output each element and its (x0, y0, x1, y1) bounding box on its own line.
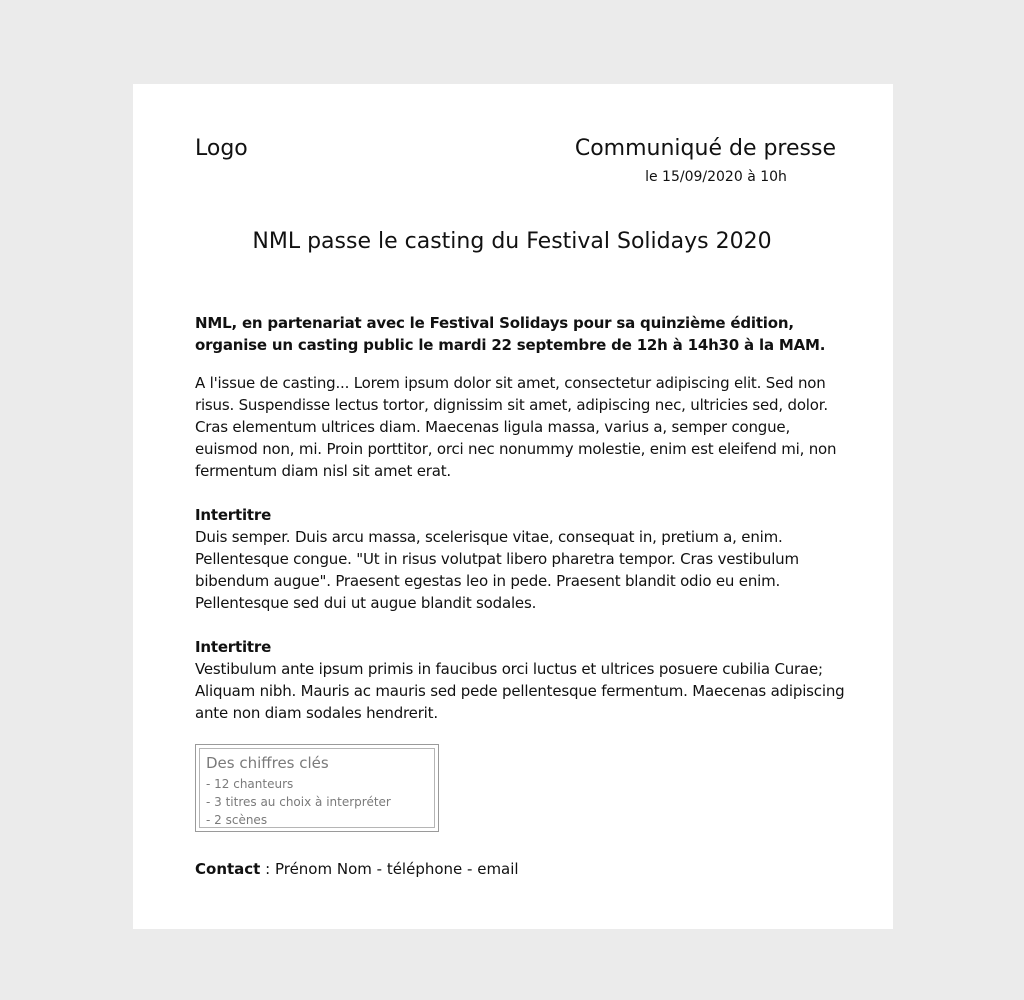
body-paragraph (195, 504, 845, 614)
headline: NML passe le casting du Festival Solidays 2020 (252, 229, 772, 254)
logo-placeholder: Logo (195, 136, 248, 161)
key-figures-box (195, 744, 439, 832)
key-figure-item: - 3 titres au choix à interpréter (206, 795, 391, 809)
paragraph-text: Vestibulum ante ipsum primis in faucibus orci luctus et ultrices posuere cubilia Curae; Aliquam nibh. Mauris ac mauris sed pede pellentesque fermentum. Maecenas adipiscing ante non diam sodales hendrerit. (195, 660, 845, 722)
body-paragraph (195, 636, 845, 724)
contact-line (195, 858, 845, 880)
section-subtitle: Intertitre (195, 638, 272, 656)
contact-separator: : (260, 860, 275, 878)
press-release-date: le 15/09/2020 à 10h (645, 169, 787, 185)
key-figure-item: - 12 chanteurs (206, 777, 294, 791)
press-release-title: Communiqué de presse (574, 136, 836, 161)
key-figure-item: - 2 scènes (206, 813, 268, 827)
press-release-page (133, 84, 893, 929)
body-paragraph (195, 372, 845, 482)
press-header (536, 134, 836, 188)
contact-label: Contact (195, 860, 261, 878)
lead-paragraph: NML, en partenariat avec le Festival Solidays pour sa quinzième édition, organise un casting public le mardi 22 septembre de 12h à 14h30 à la MAM. (195, 314, 826, 354)
article-body (195, 312, 845, 880)
contact-value: Prénom Nom - téléphone - email (274, 860, 519, 878)
section-subtitle: Intertitre (195, 506, 272, 524)
key-figures-title: Des chiffres clés (206, 754, 329, 772)
paragraph-text: Duis semper. Duis arcu massa, scelerisque vitae, consequat in, pretium a, enim. Pellentesque congue. "Ut in risus volutpat libero pharetra tempor. Cras vestibulum bibendum augue". Praesent egestas leo in pede. Praesent blandit odio eu enim. Pellentesque sed dui ut augue blandit sodales. (195, 528, 799, 612)
paragraph-text: A l'issue de casting... Lorem ipsum dolor sit amet, consectetur adipiscing elit. Sed non risus. Suspendisse lectus tortor, dignissim sit amet, adipiscing nec, ultricies sed, dolor. Cras elementum ultrices diam. Maecenas ligula massa, varius a, semper congue, euismod non, mi. Proin porttitor, orci nec nonummy molestie, enim est eleifend mi, non fermentum diam nisl sit amet erat. (195, 374, 837, 480)
